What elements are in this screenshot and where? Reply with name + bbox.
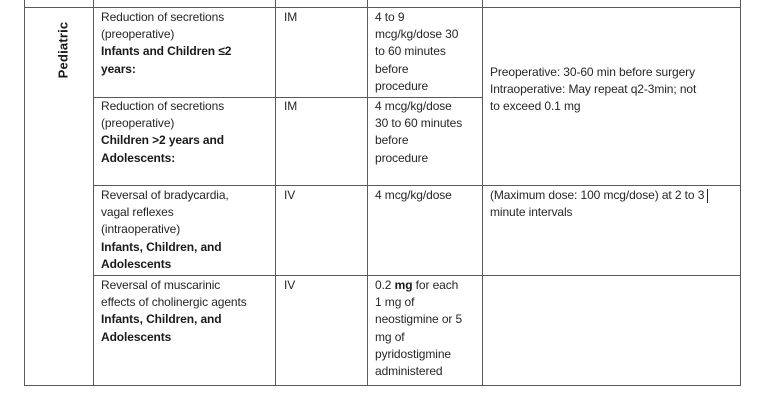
row2-dose-line4: procedure xyxy=(375,150,429,165)
row4-indication-cell[interactable] xyxy=(101,277,273,346)
row-divider-2 xyxy=(93,185,741,186)
row1-dose-line1: 4 to 9 xyxy=(375,10,405,24)
row1-dose-line3: to 60 minutes xyxy=(375,44,446,59)
row1-dose-cell[interactable] xyxy=(375,9,479,95)
row1-dose-line4: before xyxy=(375,61,409,76)
row3-population-line1: Infants, Children, and xyxy=(101,239,222,254)
row1-dose-line5: procedure xyxy=(375,78,429,93)
row4-dose-line5: pyridostigmine xyxy=(375,346,451,361)
row4-indication-line1: Reversal of muscarinic xyxy=(101,278,221,292)
table-border-bottom xyxy=(24,385,741,386)
section-label-pediatric: Pediatric xyxy=(55,21,71,79)
row2-dose-cell[interactable] xyxy=(375,98,479,167)
row3-route: IV xyxy=(284,188,296,202)
row4-dose-line3: neostigmine or 5 xyxy=(375,312,463,327)
row2-indication-line1: Reduction of secretions xyxy=(101,99,225,113)
row4-dose-line2: 1 mg of xyxy=(375,295,415,310)
row1-population-line2: years: xyxy=(101,61,136,76)
row4-route-cell[interactable] xyxy=(284,277,364,294)
table-border-top-row xyxy=(24,7,741,8)
row3-comments-line2: minute intervals xyxy=(490,205,573,220)
row1-indication-line2: (preoperative) xyxy=(101,27,175,42)
row3-population-line2: Adolescents xyxy=(101,256,172,271)
row2-population-line2: Adolescents: xyxy=(101,150,176,165)
row2-indication-cell[interactable] xyxy=(101,98,271,167)
row-divider-3 xyxy=(93,275,741,276)
row3-indication-cell[interactable] xyxy=(101,187,271,273)
row4-route: IV xyxy=(284,278,296,292)
row3-indication-line2: vagal reflexes xyxy=(101,205,174,220)
row4-indication-line2: effects of cholinergic agents xyxy=(101,295,247,310)
row1-population-line1: Infants and Children ≤2 xyxy=(101,44,232,59)
col-divider-4 xyxy=(482,0,483,386)
row3-indication-line3: (intraoperative) xyxy=(101,222,181,237)
table-border-right xyxy=(740,0,741,386)
row2-dose-line3: before xyxy=(375,133,409,148)
row3-dose-line1: 4 mcg/kg/dose xyxy=(375,188,452,202)
row2-route-cell[interactable] xyxy=(284,98,364,115)
row3-comments-cell[interactable] xyxy=(490,187,738,221)
row2-population-line1: Children >2 years and xyxy=(101,133,224,148)
col-divider-3 xyxy=(367,0,368,386)
comments-line2: Intraoperative: May repeat q2-3min; not xyxy=(490,82,697,97)
row3-indication-line1: Reversal of bradycardia, xyxy=(101,188,229,202)
row2-dose-line2: 30 to 60 minutes xyxy=(375,116,463,131)
text-cursor xyxy=(707,189,708,203)
row3-comments-line1: (Maximum dose: 100 mcg/dose) at 2 to 3 xyxy=(490,188,705,202)
row4-dose-line1 xyxy=(375,277,479,294)
comments-line1: Preoperative: 30-60 min before surgery xyxy=(490,65,695,79)
row4-dose-line6: administered xyxy=(375,364,443,379)
table-border-left xyxy=(24,0,25,386)
row4-population-line1: Infants, Children, and xyxy=(101,312,222,327)
col-divider-2 xyxy=(275,0,276,386)
rows1-2-comments-cell[interactable] xyxy=(490,64,738,116)
row3-dose-cell[interactable] xyxy=(375,187,479,204)
row1-indication-cell[interactable] xyxy=(101,9,271,78)
row2-indication-line2: (preoperative) xyxy=(101,116,175,131)
row4-dose-unit-bold: mg xyxy=(394,278,413,292)
row2-dose-line1: 4 mcg/kg/dose xyxy=(375,99,452,113)
row2-route: IM xyxy=(284,99,298,113)
row3-route-cell[interactable] xyxy=(284,187,364,204)
row1-route-cell[interactable] xyxy=(284,9,364,26)
row4-dose-pre: 0.2 xyxy=(375,278,395,292)
col-divider-1 xyxy=(93,0,94,386)
row4-dose-post: for each xyxy=(412,278,459,292)
row1-dose-line2: mcg/kg/dose 30 xyxy=(375,27,459,42)
row1-indication-line1: Reduction of secretions xyxy=(101,10,225,24)
row4-population-line2: Adolescents xyxy=(101,329,172,344)
row4-dose-cell[interactable] xyxy=(375,277,479,380)
row4-dose-line4: mg of xyxy=(375,329,405,344)
comments-line3: to exceed 0.1 mg xyxy=(490,99,581,114)
row1-route: IM xyxy=(284,10,298,24)
